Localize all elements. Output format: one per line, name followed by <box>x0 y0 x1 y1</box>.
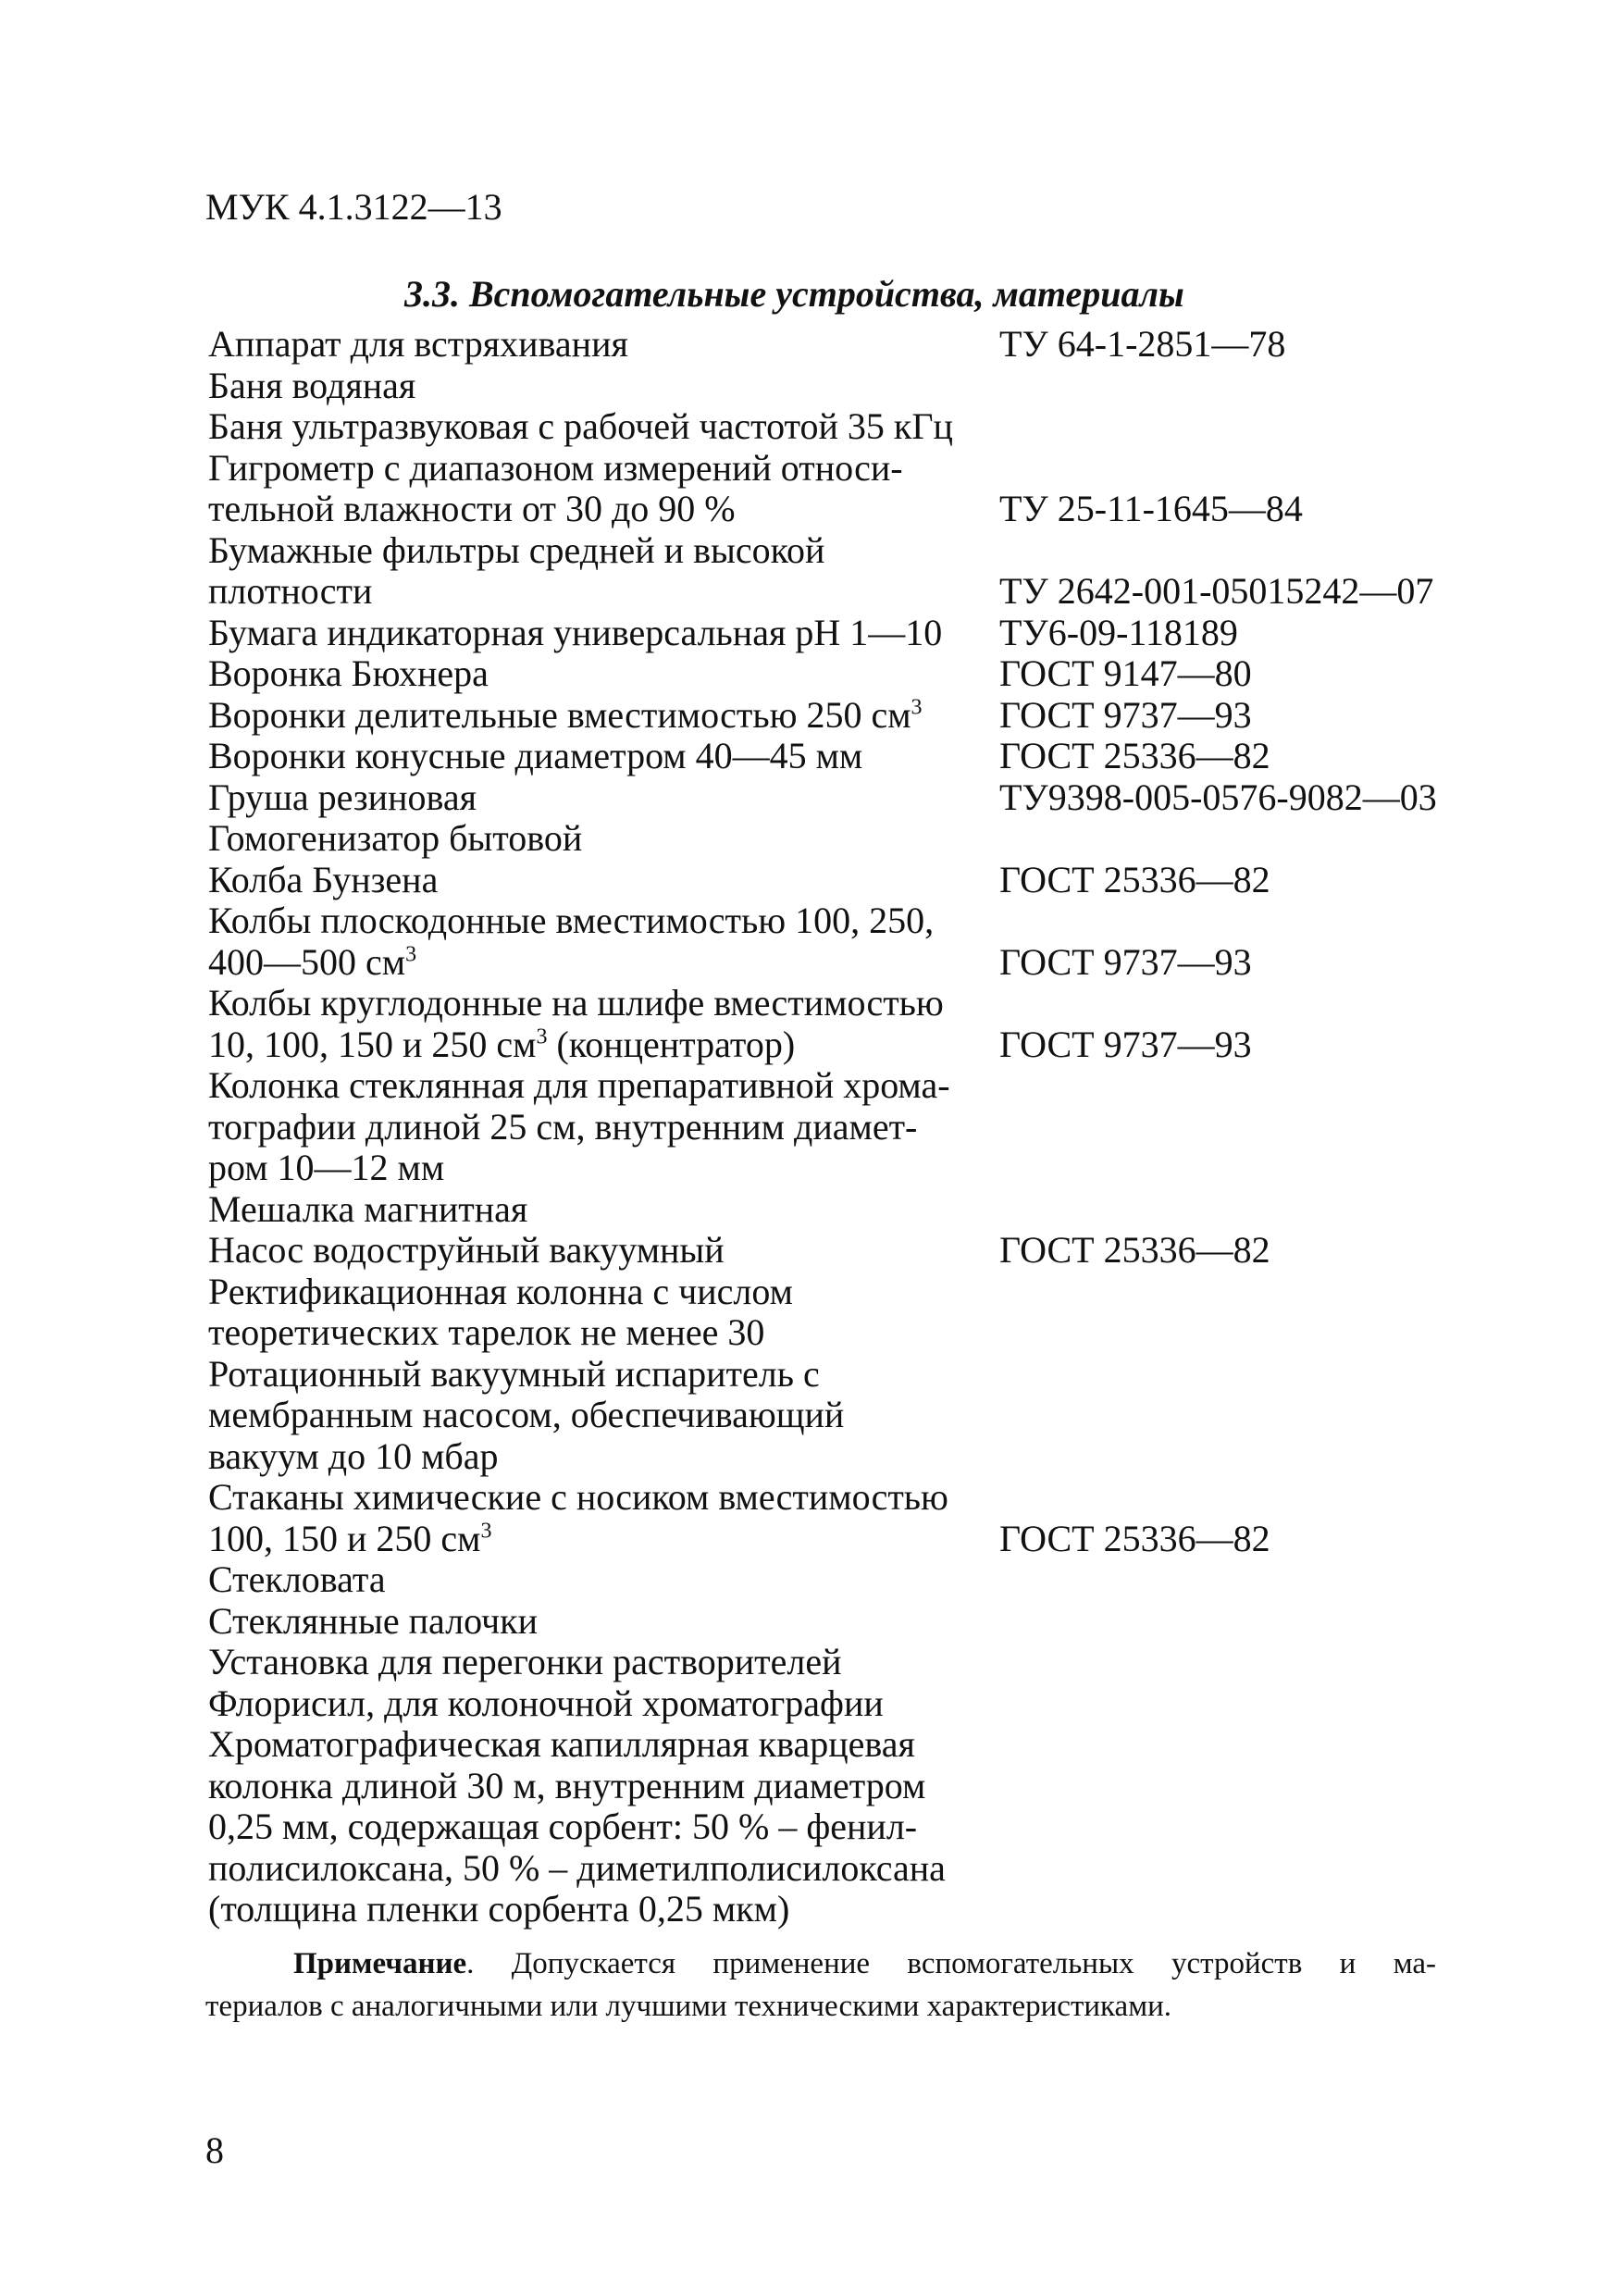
page-number: 8 <box>205 2129 224 2171</box>
equipment-list <box>208 324 1476 1930</box>
item-name: Установка для перегонки растворителей <box>208 1641 842 1682</box>
item-name: Баня ультразвуковая с рабочей частотой 35 кГц <box>208 405 953 447</box>
item-name: Воронки делительные вместимостью 250 $см^3$ <box>208 693 923 736</box>
item-standard: ГОСТ 9147—80 <box>999 652 1252 694</box>
item-standard: ГОСТ 9737—93 <box>999 940 1252 983</box>
item-name: Воронка Бюхнера <box>208 652 489 694</box>
item-name: Колба Бунзена <box>208 858 439 900</box>
item-standard: ТУ 25-11-1645—84 <box>999 488 1303 529</box>
list-item <box>208 1601 1476 1643</box>
list-item <box>208 406 1476 448</box>
note-line-1 <box>205 1942 1436 1985</box>
list-item <box>208 1354 1476 1478</box>
item-name: Колбы плоскодонные вместимостью 100, 250, 400—500 $см^3$ <box>208 900 935 983</box>
list-item <box>208 1724 1476 1930</box>
list-item <box>208 777 1476 819</box>
item-name: Гомогенизатор бытовой <box>208 817 583 859</box>
list-item <box>208 1272 1476 1354</box>
item-name: Бумажные фильтры средней и высокой плотности <box>208 528 825 612</box>
list-item <box>208 1477 1476 1559</box>
item-name: Баня водяная <box>208 364 416 406</box>
item-name: Воронки конусные диаметром 40—45 мм <box>208 735 863 776</box>
list-item <box>208 900 1476 983</box>
item-name: Насос водоструйный вакуумный <box>208 1229 725 1271</box>
note-text-1: . Допускается применение вспомогательных устройств и ма- <box>466 1947 1436 1980</box>
note-label: Примечание <box>293 1947 467 1980</box>
item-standard: ТУ 2642-001-05015242—07 <box>999 570 1434 612</box>
item-name: Груша резиновая <box>208 776 477 818</box>
list-item <box>208 1189 1476 1231</box>
item-name: Колбы круглодонные на шлифе вместимостью 10, 100, 150 и 250 $см^3$ (концентратор) <box>208 982 944 1065</box>
list-item <box>208 860 1476 901</box>
item-name: Мешалка магнитная <box>208 1187 528 1230</box>
item-name: Стеклянные палочки <box>208 1599 539 1642</box>
superscript: 3 <box>911 695 923 720</box>
list-item <box>208 530 1476 613</box>
list-item <box>208 1230 1476 1272</box>
item-name: Аппарат для встряхивания <box>208 323 628 365</box>
list-item <box>208 1683 1476 1725</box>
list-item <box>208 1065 1476 1189</box>
item-name: Флорисил, для колоночной хроматографии <box>208 1682 884 1724</box>
item-name: Хроматографическая капиллярная кварцевая колонка длиной 30 м, внутренним диаметром 0,25 мм, содержащая сорбент: 50 % – фенил- полисилоксана, 50 % – диметилполисилоксана (толщина пленки сорбента 0,25 мкм) <box>208 1723 946 1930</box>
item-name: Стекловата <box>208 1558 386 1600</box>
note <box>205 1942 1436 2028</box>
list-item <box>208 653 1476 695</box>
item-name: Стаканы химические с носиком вместимостью 100, 150 и 250 $см^3$ <box>208 1476 948 1559</box>
item-standard: ГОСТ 25336—82 <box>999 1517 1270 1559</box>
list-item <box>208 448 1476 530</box>
item-name: Колонка стеклянная для препаративной хрома- тографии длиной 25 см, внутренним диамет- ром 10—12 мм <box>208 1064 950 1188</box>
list-item <box>208 1642 1476 1683</box>
item-standard: ГОСТ 9737—93 <box>999 1023 1252 1065</box>
list-item <box>208 613 1476 654</box>
superscript: 3 <box>480 1519 492 1544</box>
item-name: Бумага индикаторная универсальная pH 1—10 <box>208 611 943 653</box>
item-name: Гигрометр с диапазоном измерений относи- тельной влажности от 30 до 90 % <box>208 446 903 529</box>
item-standard: ГОСТ 25336—82 <box>999 1229 1270 1271</box>
list-item <box>208 736 1476 777</box>
item-standard: ГОСТ 9737—93 <box>999 693 1252 736</box>
item-standard: ГОСТ 25336—82 <box>999 735 1270 776</box>
item-standard: ГОСТ 25336—82 <box>999 858 1270 900</box>
section-title: 3.3. Вспомогательные устройства, материалы <box>404 273 1184 315</box>
item-standard: ТУ 64-1-2851—78 <box>999 323 1286 365</box>
item-standard: ТУ9398-005-0576-9082—03 <box>999 776 1437 818</box>
list-item <box>208 818 1476 860</box>
item-standard: ТУ6-09-118189 <box>999 611 1238 653</box>
list-item <box>208 1559 1476 1601</box>
list-item <box>208 983 1476 1065</box>
superscript: 3 <box>405 942 417 967</box>
list-item <box>208 695 1476 737</box>
note-text-2: териалов с аналогичными или лучшими техническими характеристиками. <box>205 1990 1171 2023</box>
superscript: 3 <box>536 1024 548 1049</box>
item-name: Ректификационная колонна с числом теоретических тарелок не менее 30 <box>208 1270 793 1353</box>
item-name: Ротационный вакуумный испаритель с мембранным насосом, обеспечивающий вакуум до 10 мбар <box>208 1352 845 1477</box>
document-code: МУК 4.1.3122—13 <box>205 186 502 228</box>
list-item <box>208 366 1476 407</box>
list-item <box>208 324 1476 366</box>
